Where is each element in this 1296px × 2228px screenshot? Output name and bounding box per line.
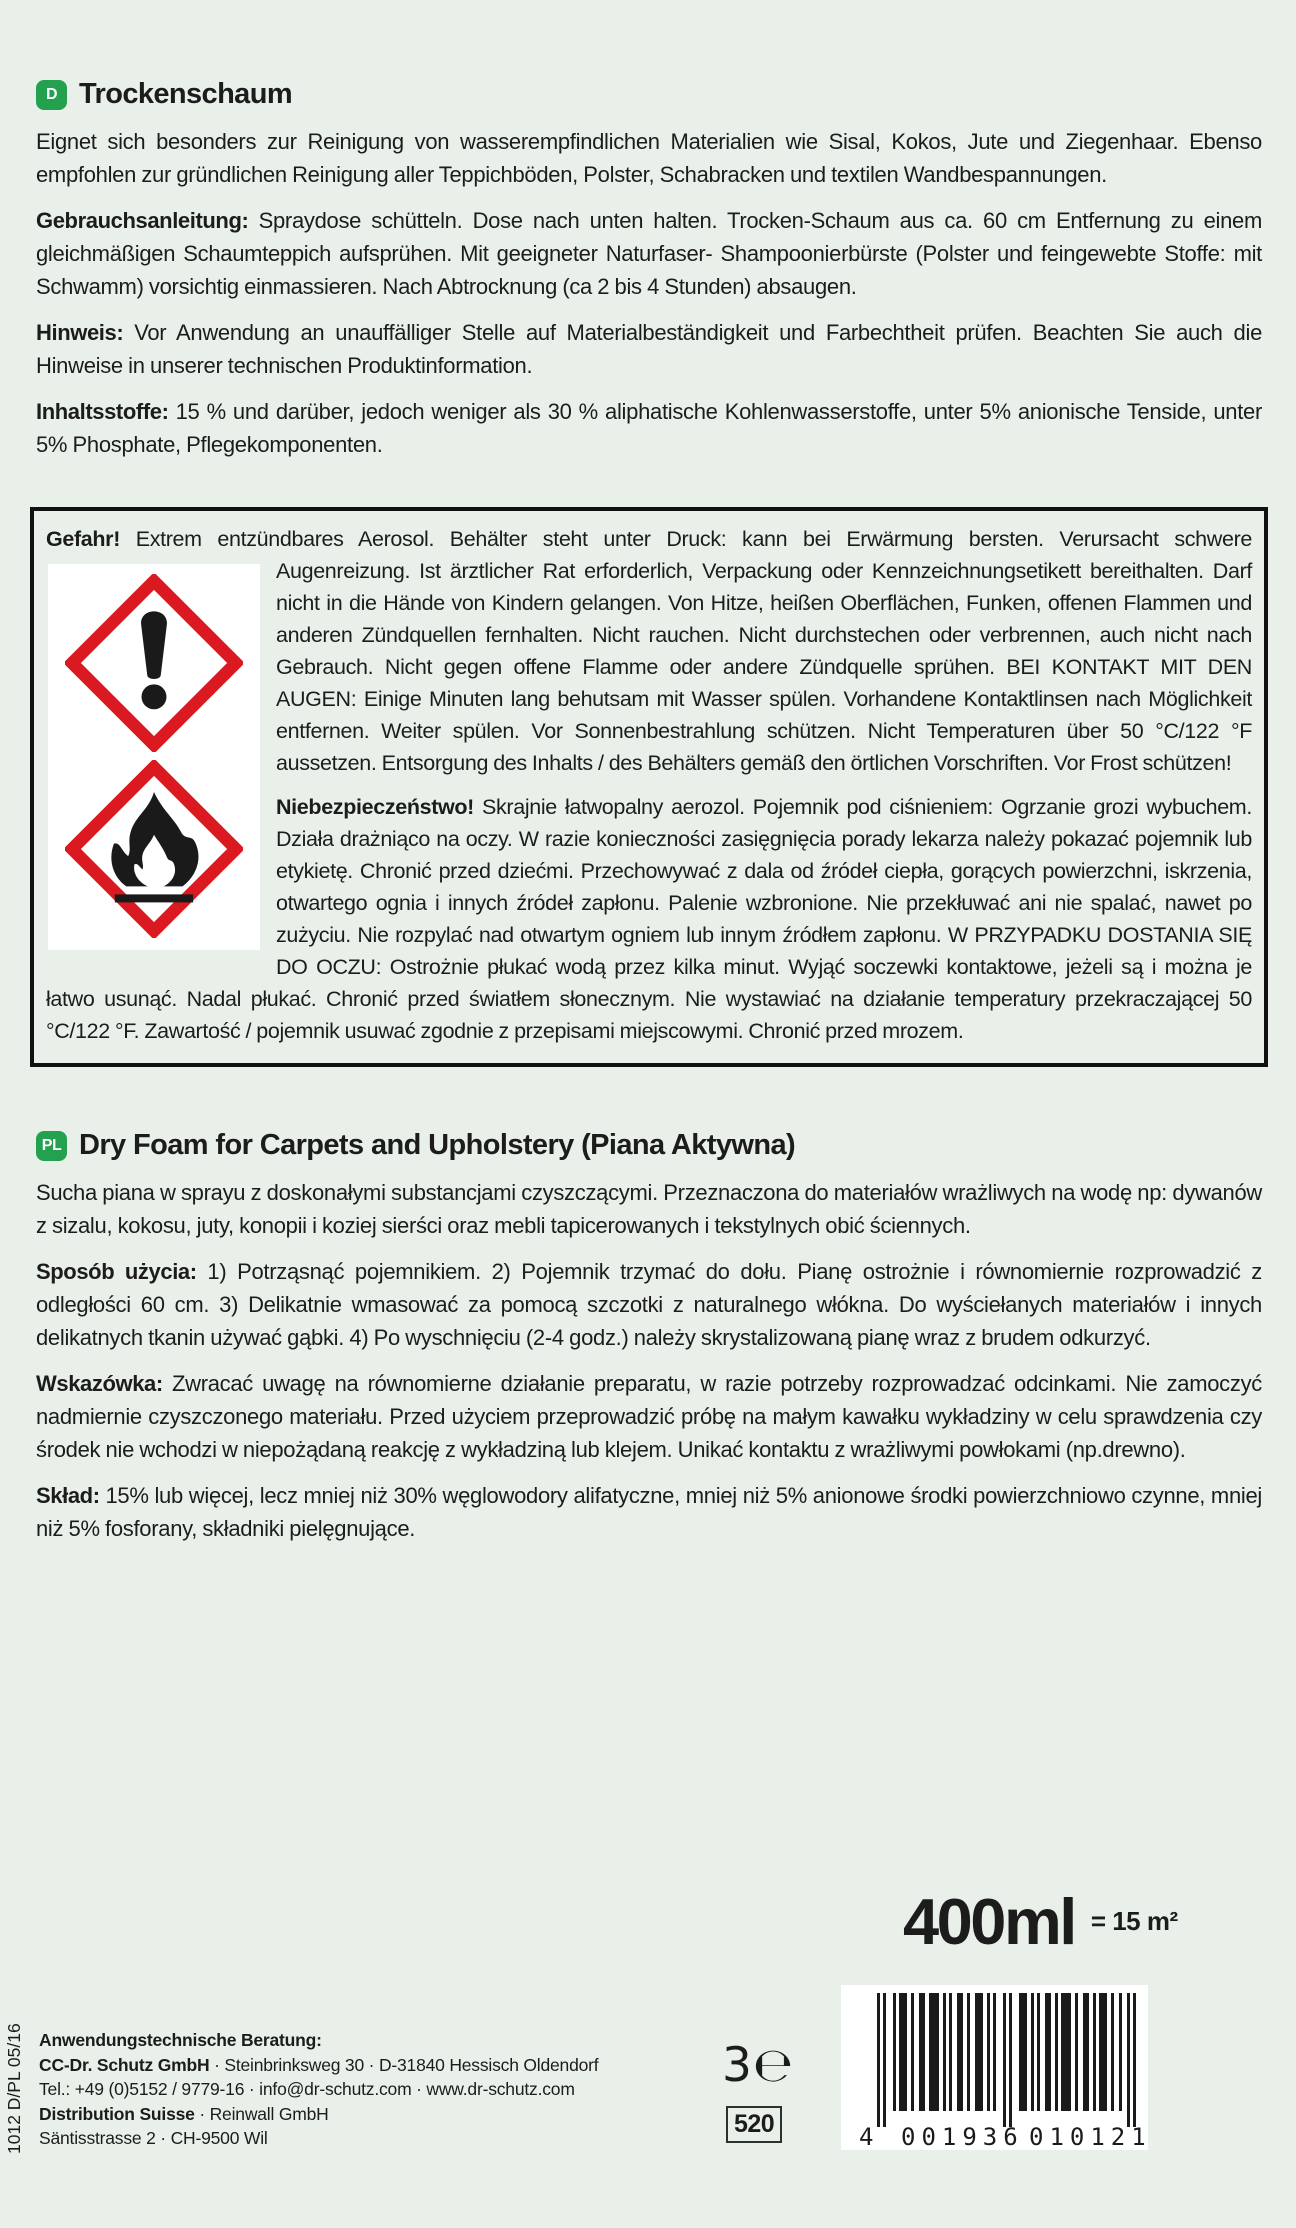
batch-code-vertical: 1012 D/PL 05/16 bbox=[4, 2023, 24, 2154]
ingredients-label-pl: Skład: bbox=[36, 1483, 100, 1508]
product-title-pl: Dry Foam for Carpets and Upholstery (Piana Aktywna) bbox=[79, 1129, 796, 1161]
usage-text-pl: 1) Potrząsnąć pojemnikiem. 2) Pojemnik trzymać do dołu. Pianę ostrożnie i równomiernie rozprowadzić z odległości 60 cm. 3) Delikatnie wmasować za pomocą szczotki z naturalnego włókna. Do wyściełanych materiałów i innych delikatnych tkanin używać gąbki. 4) Po wyschnięciu (2-4 godz.) należy skrystalizowaną pianę wraz z brudem odkurzyć. bbox=[36, 1259, 1263, 1350]
ghs-pictogram-panel bbox=[48, 564, 260, 950]
footer-line: Tel.: +49 (0)5152 / 9779-16 · info@dr-schutz.com · www.dr-schutz.com bbox=[39, 2079, 575, 2100]
danger-word-de: Gefahr! bbox=[46, 527, 121, 551]
hazard-warning-box bbox=[30, 507, 1268, 1067]
flame-icon bbox=[65, 760, 243, 938]
ean-barcode bbox=[841, 1985, 1148, 2155]
hazard-text-pl: Niebezpieczeństwo! Skrajnie łatwopalny aerozol. Pojemnik pod ciśnieniem: Ogrzanie grozi wybuchem. Działa drażniąco na oczy. W razie konieczności zasięgnięcia porady lekarza należy pokazać pojemnik lub etykietę. Chronić przed dziećmi. Przechowywać z dala od źródeł ciepła, gorących powierzchni, iskrzenia, otwartego ognia i innych źródeł zapłonu. Palenie wzbronione. Nie przekłuwać ani nie spalać, nawet po zużyciu. Nie rozpylać nad otwartym ogniem lub innym źródłem zapłonu. W PRZYPADKU DOSTANIA SIĘ DO OCZU: Ostrożnie płukać wodą przez kilka minut. Wyjąć soczewki kontaktowe, jeżeli są i można je łatwo usunąć. Nadal płukać. Chronić przed światłem słonecznym. Nie wystawiać na działanie temperatury przekraczającej 50 °C/122 °F. Zawartość / pojemnik usuwać zgodnie z przepisami miejscowymi. Chronić przed mrozem. bbox=[46, 795, 1252, 1043]
usage-paragraph-pl bbox=[36, 1255, 1262, 1354]
note-paragraph-de bbox=[36, 316, 1262, 382]
volume-info bbox=[903, 1884, 1178, 1959]
hazard-first-line-de: Gefahr! Extrem entzündbares Aerosol. Behälter steht unter Druck: kann bei Erwärmung bersten. Verursacht schwere bbox=[46, 527, 1252, 551]
note-text-de: Vor Anwendung an unauffälliger Stelle auf Materialbeständigkeit und Farbechtheit prüfen. Beachten Sie auch die Hinweise in unserer technischen Produktinformation. bbox=[36, 320, 1262, 378]
coverage-value: = 15 m² bbox=[1090, 1906, 1178, 1936]
ingredients-label-de: Inhaltsstoffe: bbox=[36, 399, 169, 424]
pack-number-box: 520 bbox=[726, 2106, 782, 2143]
polish-section-header bbox=[36, 1129, 1262, 1162]
exclamation-mark-icon bbox=[65, 574, 243, 752]
language-badge-de: D bbox=[36, 80, 67, 110]
usage-paragraph-de bbox=[36, 204, 1262, 303]
intro-paragraph-pl: Sucha piana w sprayu z doskonałymi substancjami czyszczącymi. Przeznaczona do materiałów wrażliwych na wodę np: dywanów z sizalu, kokosu, juty, konopii i koziej sierści oraz mebli tapicerowanych i tekstylnych obić ściennych. bbox=[36, 1180, 1262, 1238]
footer-line: CC-Dr. Schutz GmbH · Steinbrinksweg 30 · D-31840 Hessisch Oldendorf bbox=[39, 2054, 599, 2075]
ingredients-paragraph-de bbox=[36, 395, 1262, 461]
ingredients-text-de: 15 % und darüber, jedoch weniger als 30 % aliphatische Kohlenwasserstoffe, unter 5% anionische Tenside, unter 5% Phosphate, Pflegekomponenten. bbox=[36, 399, 1262, 457]
hint-label-pl: Wskazówka: bbox=[36, 1371, 163, 1396]
usage-text-de: Spraydose schütteln. Dose nach unten halten. Trocken-Schaum aus ca. 60 cm Entfernung zu einem gleichmäßigen Schaumteppich aufsprühen. Mit geeigneter Naturfaser- Shampoonierbürste (Polster und feingewebte Stoffe: mit Schwamm) vorsichtig einmassieren. Nach Abtrocknung (ca 2 bis 4 Stunden) absaugen. bbox=[36, 208, 1262, 299]
manufacturer-info bbox=[39, 2028, 598, 2151]
language-badge-pl: PL bbox=[36, 1131, 67, 1161]
usage-label-pl: Sposób użycia: bbox=[36, 1259, 197, 1284]
barcode-digits-left: 001936 bbox=[901, 2123, 1024, 2150]
barcode-digit-lead: 4 bbox=[859, 2123, 874, 2150]
ingredients-paragraph-pl bbox=[36, 1479, 1262, 1545]
hint-paragraph-pl bbox=[36, 1367, 1262, 1466]
barcode-digits-right: 010121 bbox=[1029, 2123, 1148, 2150]
ingredients-text-pl: 15% lub więcej, lecz mniej niż 30% węglowodory alifatyczne, mniej niż 5% anionowe środki powierzchniowo czynne, mniej niż 5% fosforany, składniki pielęgnujące. bbox=[36, 1483, 1262, 1541]
estimated-sign: 3℮ bbox=[722, 2038, 795, 2093]
volume-value: 400ml bbox=[903, 1885, 1075, 1958]
footer-line: Säntisstrasse 2 · CH-9500 Wil bbox=[39, 2128, 268, 2149]
note-label-de: Hinweis: bbox=[36, 320, 124, 345]
hint-text-pl: Zwracać uwagę na równomierne działanie preparatu, w razie potrzeby rozprowadzać odcinkami. Nie zamoczyć nadmiernie czyszczonego materiału. Przed użyciem przeprowadzić próbę na małym kawałku wykładziny w celu sprawdzenia czy środek nie wchodzi w niepożądaną reakcję z wykładziną lub klejem. Unikać kontaktu z wrażliwymi powłokami (np.drewno). bbox=[36, 1371, 1262, 1462]
footer-line: Anwendungstechnische Beratung: bbox=[39, 2030, 322, 2050]
usage-label-de: Gebrauchsanleitung: bbox=[36, 208, 249, 233]
product-title-de: Trockenschaum bbox=[79, 78, 293, 110]
intro-paragraph-de: Eignet sich besonders zur Reinigung von wasserempfindlichen Materialien wie Sisal, Kokos, Jute und Ziegenhaar. Ebenso empfohlen zur gründlichen Reinigung aller Teppichböden, Polster, Schabracken und textilen Wandbespannungen. bbox=[36, 129, 1262, 187]
german-section-header bbox=[36, 78, 1262, 111]
footer-line: Distribution Suisse · Reinwall GmbH bbox=[39, 2103, 329, 2124]
danger-word-pl: Niebezpieczeństwo! bbox=[276, 795, 474, 819]
hazard-text-de: Augenreizung. Ist ärztlicher Rat erforderlich, Verpackung oder Kennzeichnungsetikett bereithalten. Darf nicht in die Hände von Kindern gelangen. Von Hitze, heißen Oberflächen, Funken, offenen Flammen und anderen Zündquellen fernhalten. Nicht rauchen. Nicht durchstechen oder verbrennen, auch nicht nach Gebrauch. Nicht gegen offene Flamme oder andere Zündquelle sprühen. BEI KONTAKT MIT DEN AUGEN: Einige Minuten lang behutsam mit Wasser spülen. Vorhandene Kontaktlinsen nach Möglichkeit entfernen. Weiter spülen. Vor Sonnenbestrahlung schützen. Nicht Temperaturen über 50 °C/122 °F aussetzen. Entsorgung des Inhalts / des Behälters gemäß den örtlichen Vorschriften. Vor Frost schützen! bbox=[276, 559, 1252, 775]
